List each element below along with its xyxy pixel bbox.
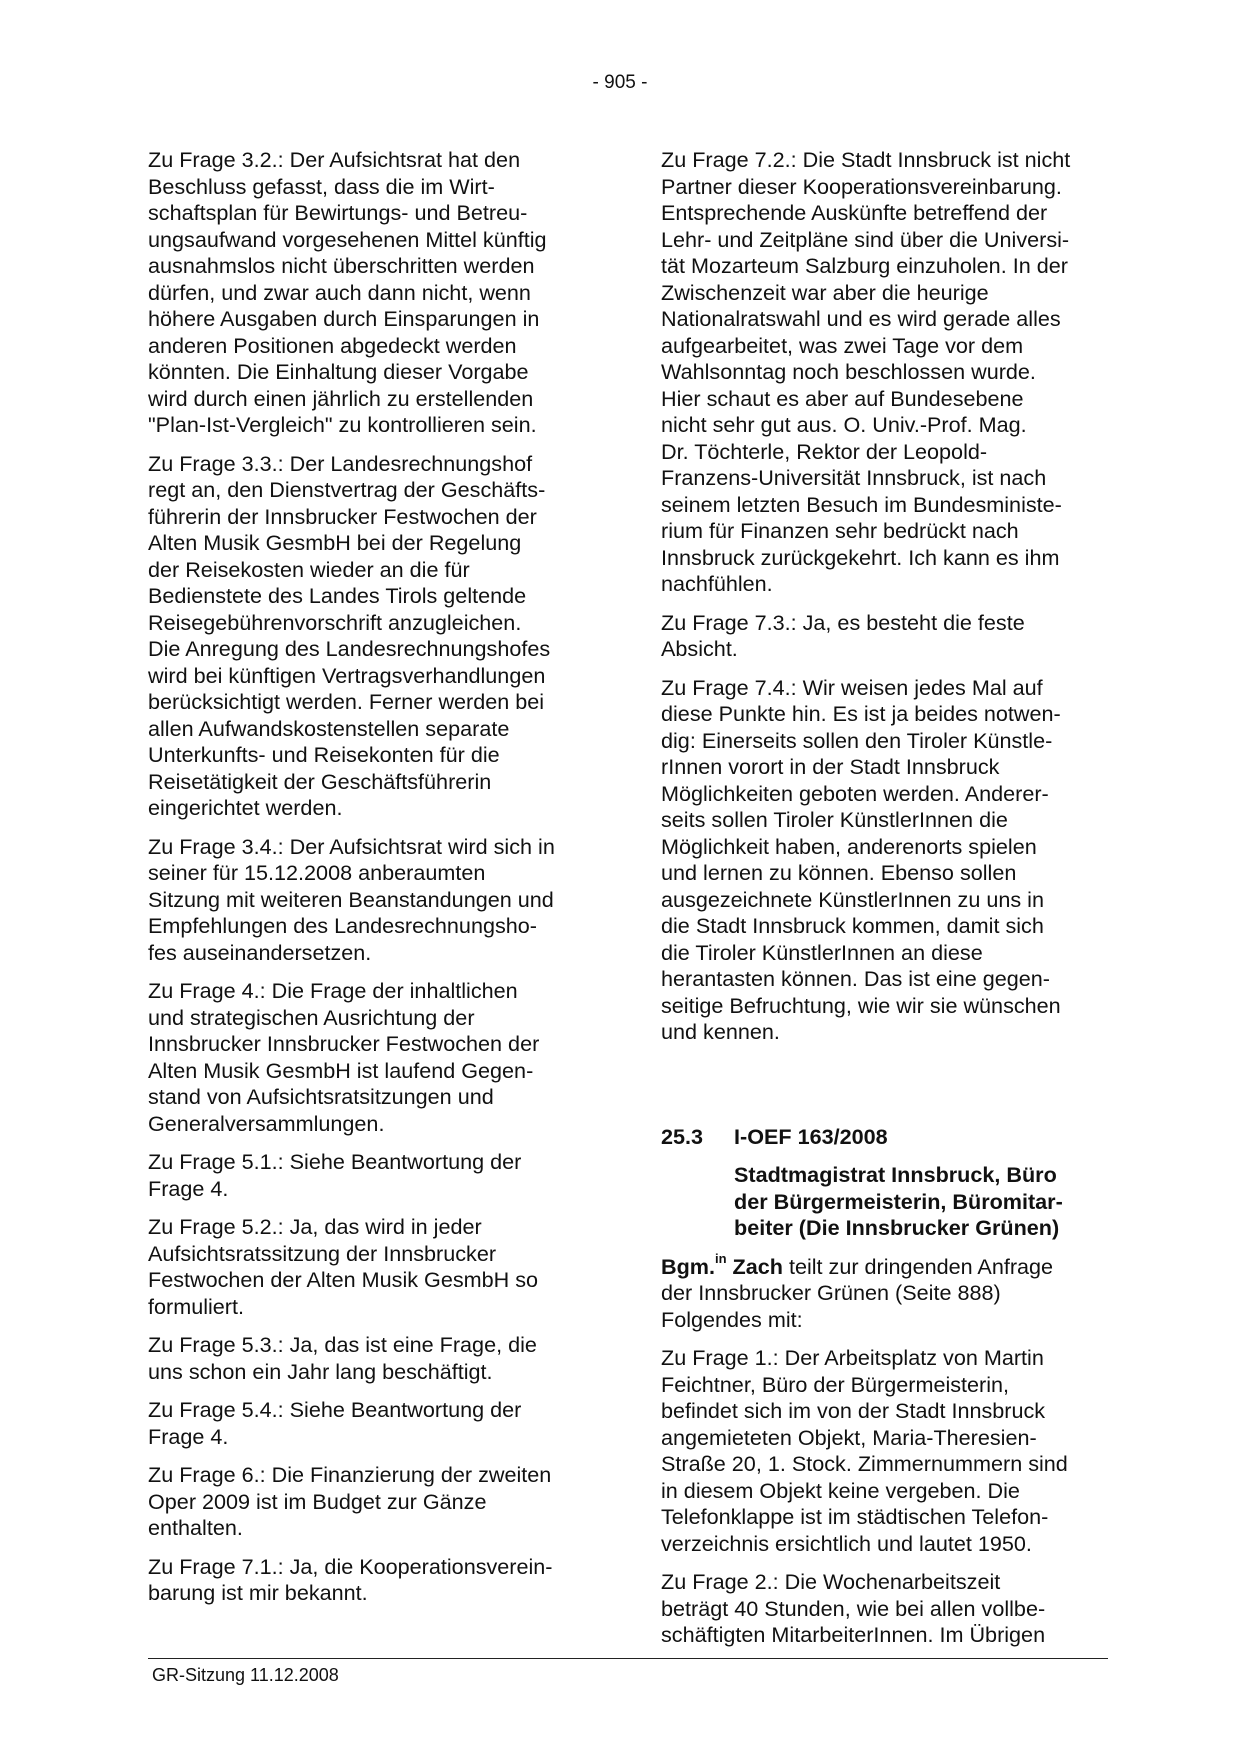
speaker-intro: [661, 1251, 1116, 1334]
page-number: - 905 -: [592, 72, 648, 93]
paragraph: Zu Frage 7.2.: Die Stadt Innsbruck ist nicht Partner dieser Kooperationsvereinbarung. Entsprechende Auskünfte betreffend der Lehr- und Zeitpläne sind über die Universi- tät Mozarteum Salzburg einzuholen. In der Zwischenzeit war aber die heurige Nationalratswahl und es wird gerade alles aufgearbeitet, was zwei Tage vor dem Wahlsonntag noch beschlossen wurde. Hier schaut es aber auf Bundesebene nicht sehr gut aus. O. Univ.-Prof. Mag. Dr. Töchterle, Rektor der Leopold- Franzens-Universität Innsbruck, ist nach seinem letzten Besuch im Bundesministe- rium für Finanzen sehr bedrückt nach Innsbruck zurückgekehrt. Ich kann es ihm nachfühlen.: [661, 147, 1071, 596]
paragraph: Zu Frage 7.3.: Ja, es besteht die feste Absicht.: [661, 609, 1025, 661]
paragraph: Zu Frage 3.2.: Der Aufsichtsrat hat den Beschluss gefasst, dass die im Wirt- schaftsplan für Bewirtungs- und Betreu- ungsaufwand vorgesehenen Mittel künftig ausnahmslos nicht überschritten werden dürfen, und zwar auch dann nicht, wenn höhere Ausgaben durch Einsparungen in anderen Positionen abgedeckt werden könnten. Die Einhaltung dieser Vorgabe wird durch einen jährlich zu erstellenden "Plan-Ist-Vergleich" zu kontrollieren sein.: [148, 147, 547, 437]
paragraph: Zu Frage 5.1.: Siehe Beantwortung der Frage 4.: [148, 1149, 522, 1201]
paragraph: Zu Frage 3.4.: Der Aufsichtsrat wird sich in seiner für 15.12.2008 anberaumten Sitzung mit weiteren Beanstandungen und Empfehlungen des Landesrechnungsho- fes auseinandersetzen.: [148, 833, 555, 965]
paragraph: Zu Frage 5.4.: Siehe Beantwortung der Frage 4.: [148, 1397, 522, 1449]
paragraph: Zu Frage 6.: Die Finanzierung der zweiten Oper 2009 ist im Budget zur Gänze enthalten.: [148, 1462, 552, 1540]
paragraph: Zu Frage 2.: Die Wochenarbeitszeit beträgt 40 Stunden, wie bei allen vollbe- schäftigten MitarbeiterInnen. Im Übrigen: [661, 1569, 1046, 1647]
paragraph: Zu Frage 7.4.: Wir weisen jedes Mal auf diese Punkte hin. Es ist ja beides notwen- dig: Einerseits sollen den Tiroler Künstle- rInnen vorort in der Stadt Innsbruck Möglichkeiten geboten werden. Anderer- seits sollen Tiroler KünstlerInnen die Möglichkeit haben, anderenorts spielen und lernen zu können. Ebenso sollen ausgezeichnete KünstlerInnen zu uns in die Stadt Innsbruck kommen, damit sich die Tiroler KünstlerInnen an diese herantasten können. Das ist eine gegen- seitige Befruchtung, wie wir sie wünschen und kennen.: [661, 674, 1061, 1044]
left-column: [148, 147, 598, 1619]
paragraph: Zu Frage 4.: Die Frage der inhaltlichen und strategischen Ausrichtung der Innsbrucker Innsbrucker Festwochen der Alten Musik GesmbH ist laufend Gegen- stand von Aufsichtsratsitzungen und Generalversammlungen.: [148, 978, 540, 1136]
section-code: I-OEF 163/2008: [734, 1123, 888, 1149]
speaker-abbr: Bgm.: [661, 1253, 715, 1279]
section-title: Stadtmagistrat Innsbruck, Büro der Bürgermeisterin, Büromitar- beiter (Die Innsbrucker Grünen): [734, 1162, 1063, 1240]
section-number: 25.3: [661, 1123, 704, 1149]
paragraph: Zu Frage 1.: Der Arbeitsplatz von Martin Feichtner, Büro der Bürgermeisterin, befindet sich im von der Stadt Innsbruck angemieteten Objekt, Maria-Theresien- Straße 20, 1. Stock. Zimmernummern sind in diesem Objekt keine vergeben. Die Telefonklappe ist im städtischen Telefon- verzeichnis ersichtlich und lautet 1950.: [661, 1345, 1068, 1556]
footer-divider: [148, 1658, 1108, 1659]
speaker-name: Zach: [732, 1253, 783, 1279]
speaker-intro-text: teilt zur dringenden Anfrage der Innsbrucker Grünen (Seite 888) Folgendes mit:: [661, 1253, 1054, 1332]
paragraph: Zu Frage 3.3.: Der Landesrechnungshof regt an, den Dienstvertrag der Geschäfts- führerin der Innsbrucker Festwochen der Alten Musik GesmbH bei der Regelung der Reisekosten wieder an die für Bedienstete des Landes Tirols geltende Reisegebührenvorschrift anzugleichen. Die Anregung des Landesrechnungshofes wird bei künftigen Vertragsverhandlungen berücksichtigt werden. Ferner werden bei allen Aufwandskostenstellen separate Unterkunfts- und Reisekonten für die Reisetätigkeit der Geschäftsführerin eingerichtet werden.: [148, 450, 551, 820]
paragraph: Zu Frage 5.3.: Ja, das ist eine Frage, die uns schon ein Jahr lang beschäftigt.: [148, 1332, 537, 1384]
right-column: [661, 147, 1116, 1661]
paragraph: Zu Frage 7.1.: Ja, die Kooperationsverein- barung ist mir bekannt.: [148, 1553, 553, 1605]
section-heading: [661, 1124, 1116, 1151]
paragraph: Zu Frage 5.2.: Ja, das wird in jeder Aufsichtsratssitzung der Innsbrucker Festwochen der Alten Musik GesmbH so formuliert.: [148, 1214, 539, 1319]
footer-session-date: GR-Sitzung 11.12.2008: [152, 1665, 339, 1685]
speaker-sup: in: [714, 1251, 727, 1267]
